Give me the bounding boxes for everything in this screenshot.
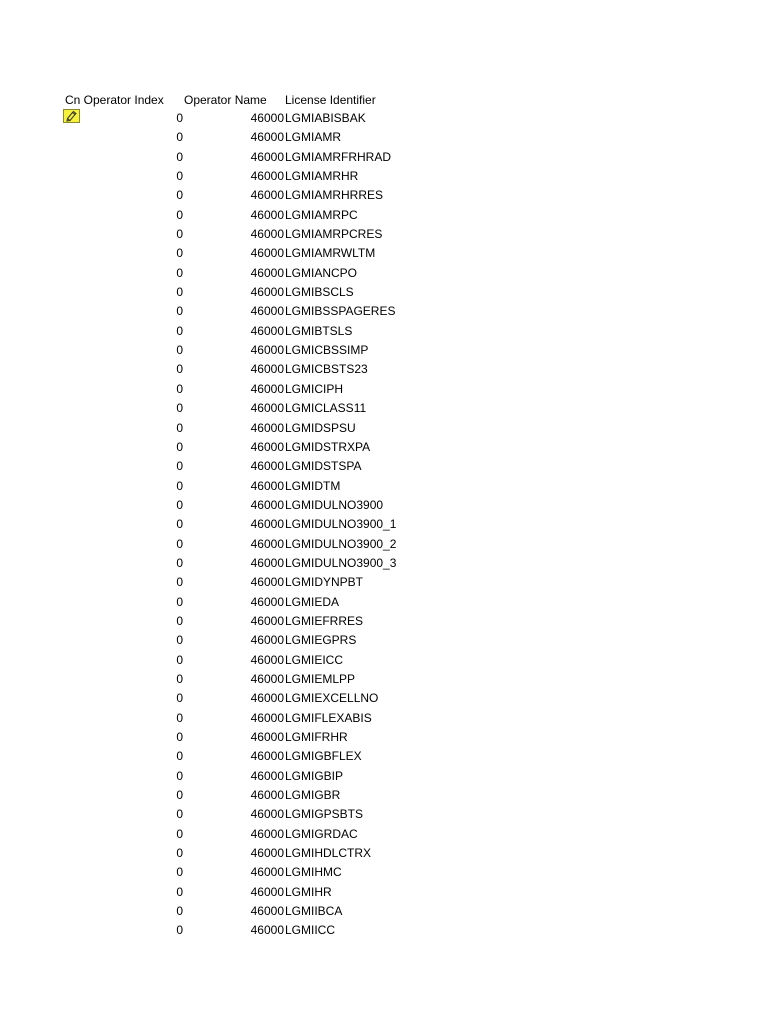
table-row: [0, 496, 768, 515]
table-row: [0, 554, 768, 573]
cell-license-identifier: LGMIABISBAK: [285, 111, 366, 125]
cell-operator-index: 0: [176, 575, 183, 590]
cell-license-identifier: LGMIEICC: [285, 652, 344, 667]
cell-operator-index: 0: [176, 439, 183, 454]
cell-operator-name: 46000: [250, 130, 284, 145]
cell-operator-name: 46000: [250, 575, 284, 590]
cell-operator-name: 46000: [250, 246, 284, 261]
header-cn-operator-index: Cn Operator Index: [65, 93, 164, 107]
table-row: [0, 515, 768, 534]
table-row: [0, 360, 768, 379]
cell-operator-name: 46000: [250, 323, 284, 338]
cell-operator-index: 0: [176, 149, 183, 164]
cell-operator-name: 46000: [250, 401, 284, 416]
cell-operator-name: 46000: [250, 904, 284, 919]
table-row: [0, 651, 768, 670]
cell-operator-index: 0: [176, 246, 183, 261]
cell-operator-name: 46000: [250, 343, 284, 358]
cell-operator-index: 0: [176, 323, 183, 338]
cell-license-identifier: LGMIEFRRES: [285, 613, 364, 628]
cell-operator-index: 0: [176, 130, 183, 145]
cell-operator-index: 0: [176, 846, 183, 861]
cell-license-identifier: LGMIEMLPP: [285, 671, 356, 686]
cell-license-identifier: LGMIGRDAC: [285, 826, 358, 841]
cell-license-identifier: LGMIAMRPC: [285, 207, 358, 222]
cell-license-identifier: LGMIGBR: [285, 788, 341, 803]
table-row: [0, 380, 768, 399]
cell-operator-index: 0: [176, 285, 183, 300]
cell-license-identifier: LGMIICC: [285, 923, 336, 938]
table-row: [0, 767, 768, 786]
cell-operator-name: 46000: [250, 788, 284, 803]
cell-operator-index: 0: [176, 420, 183, 435]
table-row: [0, 283, 768, 302]
cell-operator-name: 46000: [250, 420, 284, 435]
table-row: [0, 457, 768, 476]
cell-operator-index: 0: [176, 169, 183, 184]
cell-license-identifier: LGMIAMR: [285, 130, 342, 145]
cell-operator-name: 46000: [250, 710, 284, 725]
cell-operator-name: 46000: [250, 730, 284, 744]
cell-operator-index: 0: [176, 478, 183, 493]
cell-operator-name: 46000: [250, 555, 284, 570]
cell-operator-index: 0: [176, 788, 183, 803]
cell-license-identifier: LGMIDTM: [285, 478, 341, 493]
cell-operator-index: 0: [176, 497, 183, 512]
table-row: [0, 264, 768, 283]
cell-license-identifier: LGMICBSTS23: [285, 362, 368, 377]
table-row: [0, 302, 768, 321]
cell-operator-index: 0: [176, 517, 183, 532]
table-row: [0, 206, 768, 225]
table-row: [0, 535, 768, 554]
table-row: [0, 438, 768, 457]
cell-operator-name: 46000: [250, 923, 284, 938]
table-row: [0, 805, 768, 824]
cell-operator-index: 0: [176, 111, 183, 125]
cell-license-identifier: LGMIAMRHRRES: [285, 188, 384, 203]
cell-license-identifier: LGMIGBIP: [285, 768, 344, 783]
cell-operator-name: 46000: [250, 691, 284, 706]
table-row: [0, 109, 768, 128]
table-row: [0, 670, 768, 689]
cell-operator-index: 0: [176, 807, 183, 822]
cell-operator-name: 46000: [250, 188, 284, 203]
cell-operator-name: 46000: [250, 207, 284, 222]
cell-license-identifier: LGMIHDLCTRX: [285, 846, 372, 861]
cell-license-identifier: LGMIDULNO3900_3: [285, 555, 397, 570]
table-row: [0, 477, 768, 496]
cell-operator-name: 46000: [250, 381, 284, 396]
cell-operator-name: 46000: [250, 517, 284, 532]
cell-operator-index: 0: [176, 227, 183, 242]
cell-operator-name: 46000: [250, 497, 284, 512]
table-row: [0, 902, 768, 921]
table-row: [0, 593, 768, 612]
cell-operator-name: 46000: [250, 749, 284, 764]
cell-license-identifier: LGMIIBCA: [285, 904, 343, 919]
table-row: [0, 128, 768, 147]
cell-license-identifier: LGMIEDA: [285, 594, 340, 609]
cell-operator-name: 46000: [250, 439, 284, 454]
cell-operator-index: 0: [176, 594, 183, 609]
cell-license-identifier: LGMIDULNO3900_2: [285, 536, 397, 551]
table-row: [0, 786, 768, 805]
table-row: [0, 728, 768, 747]
cell-operator-name: 46000: [250, 459, 284, 474]
cell-license-identifier: LGMIAMRHR: [285, 169, 359, 184]
cell-operator-index: 0: [176, 555, 183, 570]
comment-note-icon[interactable]: [63, 109, 80, 123]
header-operator-name: Operator Name: [184, 93, 267, 107]
cell-license-identifier: LGMIEXCELLNO: [285, 691, 379, 706]
table-row: [0, 883, 768, 902]
cell-operator-name: 46000: [250, 594, 284, 609]
cell-operator-index: 0: [176, 826, 183, 841]
cell-operator-name: 46000: [250, 826, 284, 841]
cell-license-identifier: LGMIGPSBTS: [285, 807, 364, 822]
table-row: [0, 747, 768, 766]
cell-license-identifier: LGMIAMRPCRES: [285, 227, 383, 242]
cell-operator-name: 46000: [250, 265, 284, 280]
cell-operator-name: 46000: [250, 768, 284, 783]
cell-license-identifier: LGMIBTSLS: [285, 323, 353, 338]
cell-operator-index: 0: [176, 536, 183, 551]
cell-license-identifier: LGMIEGPRS: [285, 633, 357, 648]
cell-license-identifier: LGMIFRHR: [285, 730, 348, 744]
cell-operator-name: 46000: [250, 865, 284, 880]
cell-operator-index: 0: [176, 188, 183, 203]
cell-operator-index: 0: [176, 304, 183, 319]
table-header: [0, 91, 768, 109]
cell-operator-index: 0: [176, 401, 183, 416]
cell-license-identifier: LGMICIPH: [285, 381, 344, 396]
cell-license-identifier: LGMIDSPSU: [285, 420, 356, 435]
table-row: [0, 322, 768, 341]
cell-operator-index: 0: [176, 730, 183, 744]
cell-license-identifier: LGMIAMRWLTM: [285, 246, 376, 261]
cell-operator-index: 0: [176, 381, 183, 396]
cell-license-identifier: LGMICLASS11: [285, 401, 367, 416]
cell-operator-index: 0: [176, 633, 183, 648]
cell-license-identifier: LGMIBSCLS: [285, 285, 354, 300]
table-row: [0, 709, 768, 728]
cell-operator-index: 0: [176, 671, 183, 686]
table-row: [0, 689, 768, 708]
cell-operator-name: 46000: [250, 362, 284, 377]
cell-operator-name: 46000: [250, 149, 284, 164]
cell-operator-index: 0: [176, 459, 183, 474]
cell-license-identifier: LGMIDSTSPA: [285, 459, 362, 474]
cell-operator-name: 46000: [250, 227, 284, 242]
cell-operator-name: 46000: [250, 536, 284, 551]
cell-operator-name: 46000: [250, 807, 284, 822]
cell-operator-index: 0: [176, 343, 183, 358]
cell-license-identifier: LGMIGBFLEX: [285, 749, 362, 764]
cell-operator-index: 0: [176, 923, 183, 938]
cell-operator-index: 0: [176, 362, 183, 377]
table-row: [0, 225, 768, 244]
table-row: [0, 631, 768, 650]
cell-operator-name: 46000: [250, 671, 284, 686]
cell-operator-index: 0: [176, 884, 183, 899]
cell-operator-index: 0: [176, 613, 183, 628]
cell-operator-index: 0: [176, 691, 183, 706]
table-row: [0, 825, 768, 844]
header-license-identifier: License Identifier: [285, 93, 376, 107]
data-table: [0, 109, 768, 941]
table-row: [0, 244, 768, 263]
table-row: [0, 186, 768, 205]
table-row: [0, 921, 768, 940]
table-row: [0, 863, 768, 882]
cell-operator-index: 0: [176, 768, 183, 783]
cell-license-identifier: LGMIDSTRXPA: [285, 439, 371, 454]
cell-operator-name: 46000: [250, 613, 284, 628]
cell-operator-name: 46000: [250, 884, 284, 899]
table-row: [0, 844, 768, 863]
cell-license-identifier: LGMIFLEXABIS: [285, 710, 372, 725]
cell-operator-index: 0: [176, 904, 183, 919]
cell-operator-index: 0: [176, 265, 183, 280]
cell-operator-name: 46000: [250, 652, 284, 667]
cell-license-identifier: LGMIAMRFRHRAD: [285, 149, 392, 164]
cell-license-identifier: LGMICBSSIMP: [285, 343, 369, 358]
cell-license-identifier: LGMIDULNO3900_1: [285, 517, 397, 532]
table-row: [0, 341, 768, 360]
cell-operator-index: 0: [176, 710, 183, 725]
cell-operator-index: 0: [176, 749, 183, 764]
cell-operator-name: 46000: [250, 633, 284, 648]
table-row: [0, 399, 768, 418]
cell-operator-name: 46000: [250, 846, 284, 861]
cell-license-identifier: LGMIDULNO3900: [285, 497, 384, 512]
cell-license-identifier: LGMIHR: [285, 884, 332, 899]
cell-operator-index: 0: [176, 865, 183, 880]
cell-operator-name: 46000: [250, 285, 284, 300]
cell-operator-name: 46000: [250, 478, 284, 493]
table-row: [0, 148, 768, 167]
cell-operator-name: 46000: [250, 111, 284, 125]
cell-operator-name: 46000: [250, 304, 284, 319]
cell-license-identifier: LGMIHMC: [285, 865, 342, 880]
cell-license-identifier: LGMIANCPO: [285, 265, 358, 280]
cell-operator-index: 0: [176, 652, 183, 667]
table-row: [0, 167, 768, 186]
cell-operator-index: 0: [176, 207, 183, 222]
table-row: [0, 573, 768, 592]
table-row: [0, 612, 768, 631]
cell-operator-name: 46000: [250, 169, 284, 184]
cell-license-identifier: LGMIDYNPBT: [285, 575, 364, 590]
table-row: [0, 419, 768, 438]
cell-license-identifier: LGMIBSSPAGERES: [285, 304, 396, 319]
